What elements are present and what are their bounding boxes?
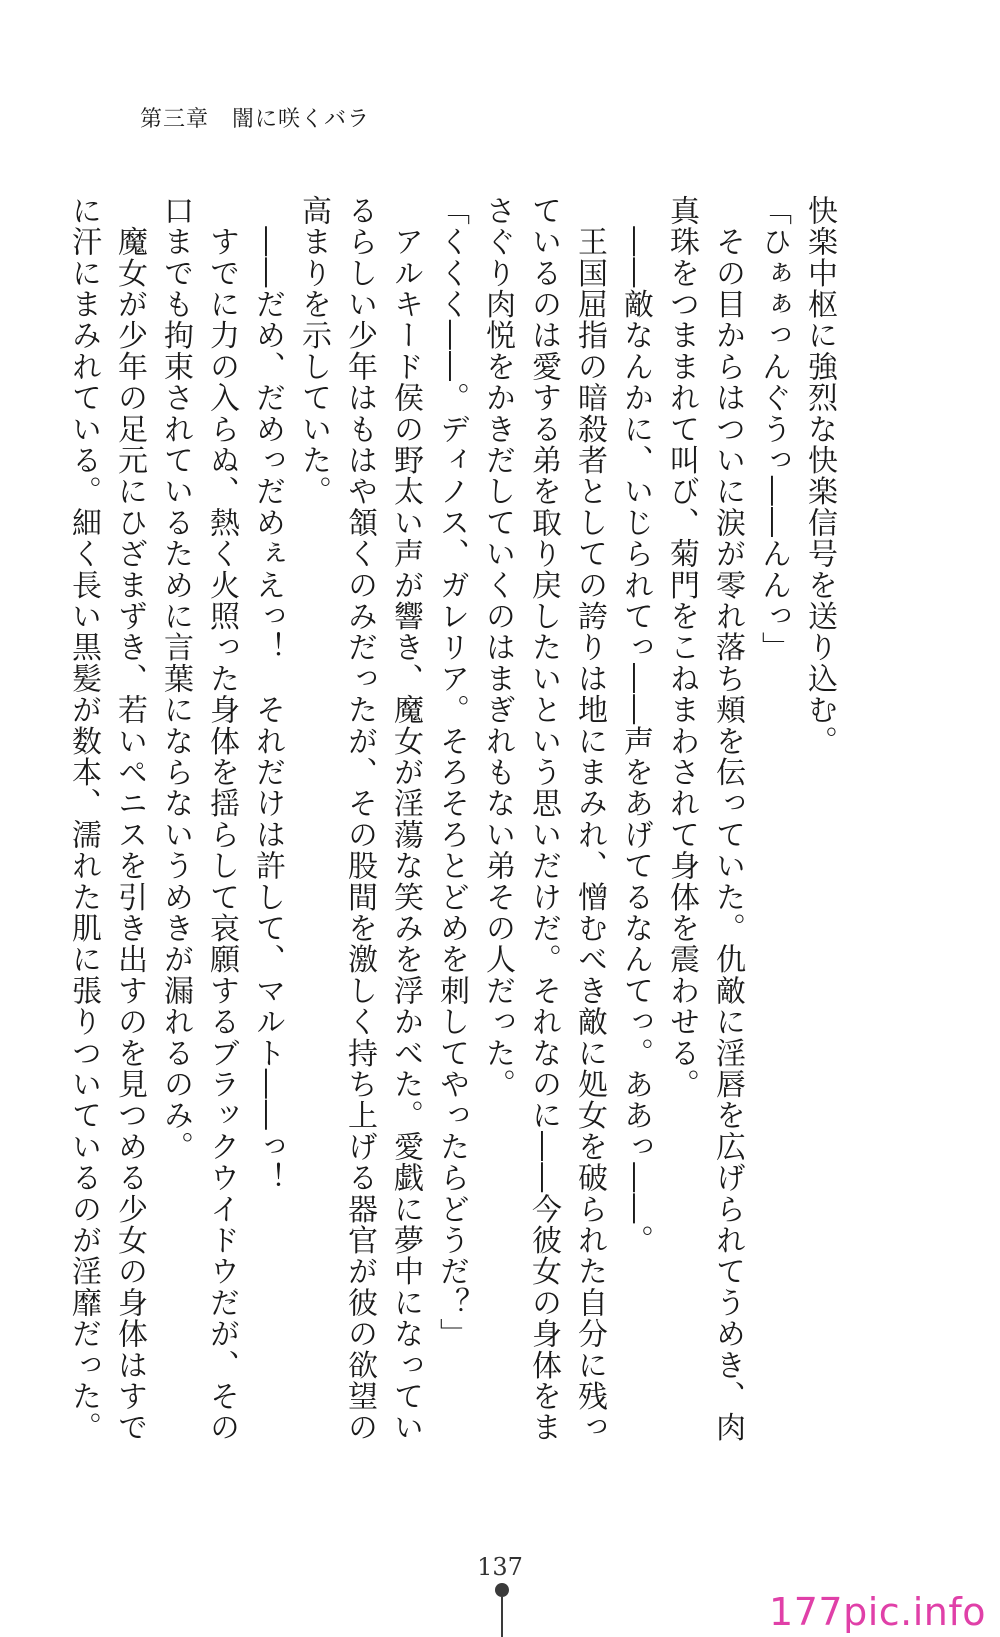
text-line: アルキード侯の野太い声が響き、魔女が淫蕩な笑みを浮かべた。愛戯に夢中になってい <box>388 195 423 1443</box>
text-line: 高まりを示していた。 <box>296 195 331 507</box>
text-line: 快楽中枢に強烈な快楽信号を送り込む。 <box>802 195 837 757</box>
text-line: 魔女が少年の足元にひざまずき、若いペニスを引き出すのを見つめる少女の身体はすで <box>112 195 147 1443</box>
vertical-body-text <box>60 195 842 1443</box>
text-line: ているのは愛する弟を取り戻したいという思いだけだ。それなのに――今彼女の身体をま <box>526 195 561 1443</box>
text-line: 「くくく――。ディノス、ガレリア。そろそろとどめを刺してやったらどうだ？」 <box>434 195 469 1350</box>
running-header: 第三章 闇に咲くバラ <box>140 107 371 132</box>
text-line: に汗にまみれている。細く長い黒髪が数本、濡れた肌に張りついているのが淫靡だった。 <box>66 195 101 1443</box>
footer-ornament-line <box>501 1597 503 1637</box>
text-line: 王国屈指の暗殺者としての誇りは地にまみれ、憎むべき敵に処女を破られた自分に残っ <box>572 195 607 1443</box>
text-line: 真珠をつままれて叫び、菊門をこねまわされて身体を震わせる。 <box>664 195 699 1100</box>
text-line: ――敵なんかに、いじられてっ――声をあげてるなんてっ。ああっ――。 <box>618 195 653 1256</box>
text-line: ――だめ、だめっだめぇえっ！ それだけは許して、マルト――っ！ <box>250 195 285 1194</box>
footer-ornament-dot <box>495 1583 509 1597</box>
text-line: さぐり肉悦をかきだしていくのはまぎれもない弟その人だった。 <box>480 195 515 1100</box>
text-line: すでに力の入らぬ、熱く火照った身体を揺らして哀願するブラックウイドウだが、その <box>204 195 239 1443</box>
page-number: 137 <box>477 1553 523 1581</box>
text-line: その目からはついに涙が零れ落ち頬を伝っていた。仇敵に淫唇を広げられてうめき、肉 <box>710 195 745 1443</box>
text-line: 「ひぁぁっんぐうっ――んんっ」 <box>756 195 791 663</box>
text-line: 口までも拘束されているために言葉にならないうめきが漏れるのみ。 <box>158 195 193 1163</box>
watermark-text: 177pic.info <box>769 1590 986 1634</box>
text-line: るらしい少年はもはや頷くのみだったが、その股間を激しく持ち上げる器官が彼の欲望の <box>342 195 377 1443</box>
